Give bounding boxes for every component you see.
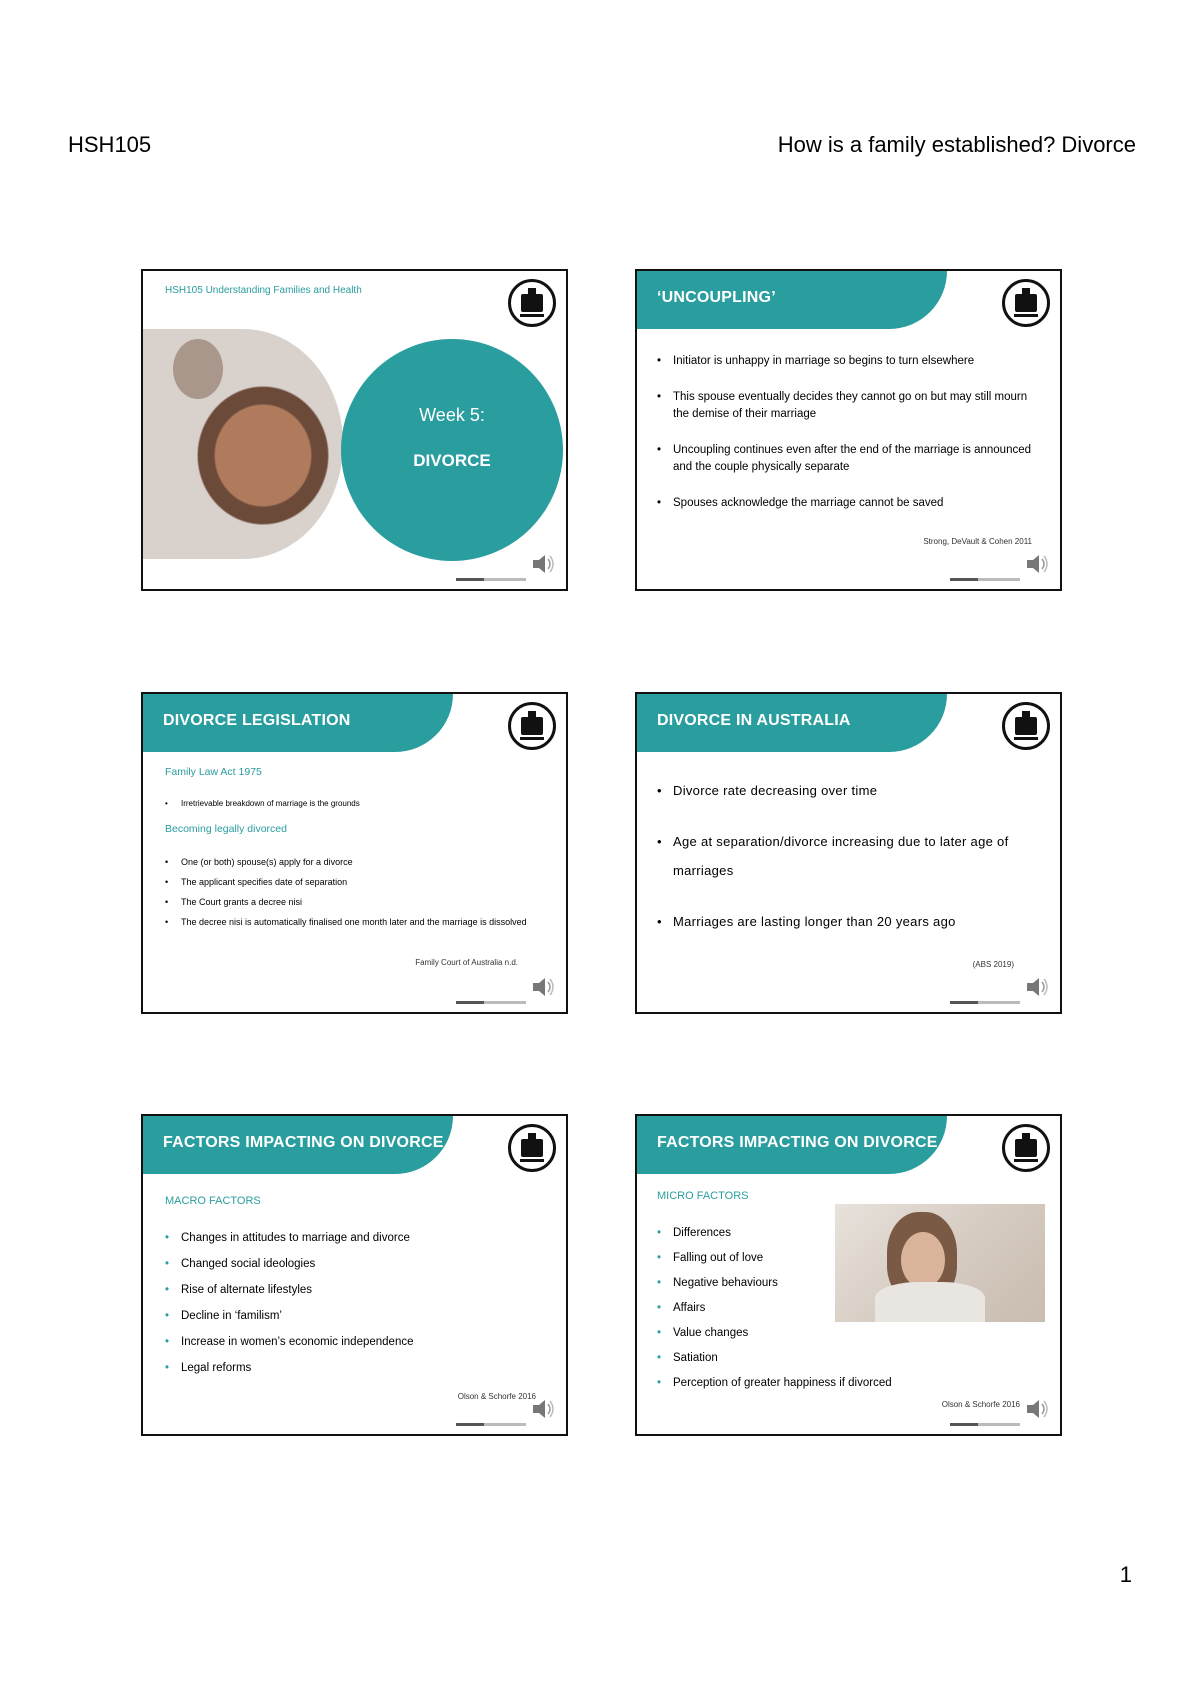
bullet-list [165, 856, 535, 929]
speaker-icon[interactable] [1024, 974, 1050, 1000]
bullet-list [657, 1226, 957, 1391]
slide-title: ‘UNCOUPLING’ [637, 271, 947, 329]
slide-4 [635, 692, 1062, 1014]
slide-footer [950, 1423, 1020, 1426]
list-item: • Changes in attitudes to marriage and divorce [165, 1230, 545, 1246]
bullet-list [165, 1230, 545, 1376]
list-item: • Rise of alternate lifestyles [165, 1282, 545, 1298]
page-number: 1 [1119, 1562, 1132, 1587]
list-item: • Decline in ‘familism’ [165, 1308, 545, 1324]
list-item: • Perception of greater happiness if divorced [657, 1376, 957, 1391]
slide-2 [635, 269, 1062, 591]
university-logo-icon [1002, 279, 1050, 327]
slide-title: FACTORS IMPACTING ON DIVORCE [143, 1116, 453, 1174]
week-label: Week 5: [419, 405, 485, 425]
list-item: • Legal reforms [165, 1360, 545, 1376]
week-circle [341, 339, 563, 561]
list-item: • Uncoupling continues even after the end of the marriage is announced and the couple physically separate [657, 442, 1037, 476]
speaker-icon[interactable] [530, 974, 556, 1000]
list-item: • This spouse eventually decides they cannot go on but may still mourn the demise of their marriage [657, 389, 1037, 423]
list-item: • Negative behaviours [657, 1276, 957, 1291]
list-item: • Changed social ideologies [165, 1256, 545, 1272]
university-logo-icon [1002, 702, 1050, 750]
speaker-icon[interactable] [530, 551, 556, 577]
list-item: • Falling out of love [657, 1251, 957, 1266]
bullet-list [657, 776, 1017, 936]
woman-photo [143, 329, 343, 559]
university-logo-icon [508, 279, 556, 327]
slide-footer [456, 1423, 526, 1426]
slide-course-title: HSH105 Understanding Families and Health [165, 285, 362, 296]
speaker-icon[interactable] [530, 1396, 556, 1422]
citation: Olson & Schorfe 2016 [457, 1392, 536, 1401]
list-item: • Differences [657, 1226, 957, 1241]
citation: Strong, DeVault & Cohen 2011 [923, 537, 1032, 546]
bullet-list [657, 353, 1037, 512]
university-logo-icon [508, 1124, 556, 1172]
list-item: • Spouses acknowledge the marriage cannot be saved [657, 495, 1037, 512]
list-item: • The applicant specifies date of separation [165, 876, 535, 889]
subheading: MACRO FACTORS [165, 1195, 261, 1207]
document-title: How is a family established? Divorce [777, 132, 1136, 157]
list-item: • Age at separation/divorce increasing due to later age of marriages [657, 827, 1017, 885]
list-item: • Satiation [657, 1351, 957, 1366]
list-item: • The decree nisi is automatically finalised one month later and the marriage is dissolved [165, 916, 535, 929]
list-item: • Value changes [657, 1326, 957, 1341]
citation: (ABS 2019) [972, 960, 1014, 969]
university-logo-icon [508, 702, 556, 750]
list-item: • Affairs [657, 1301, 957, 1316]
speaker-icon[interactable] [1024, 551, 1050, 577]
slide-footer [456, 1001, 526, 1004]
list-item: • Irretrievable breakdown of marriage is the grounds [165, 798, 535, 810]
slide-footer [456, 578, 526, 581]
citation: Olson & Schorfe 2016 [941, 1400, 1020, 1409]
slide-title: DIVORCE LEGISLATION [143, 694, 453, 752]
slide-footer [950, 1001, 1020, 1004]
list-item: • One (or both) spouse(s) apply for a divorce [165, 856, 535, 869]
slide-3 [141, 692, 568, 1014]
slide-title: FACTORS IMPACTING ON DIVORCE [637, 1116, 947, 1174]
course-code: HSH105 [68, 132, 152, 157]
slide-6 [635, 1114, 1062, 1436]
list-item: • Marriages are lasting longer than 20 years ago [657, 907, 1017, 936]
list-item: • Increase in women’s economic independence [165, 1334, 545, 1350]
bullet-list [165, 798, 535, 810]
speaker-icon[interactable] [1024, 1396, 1050, 1422]
slide-footer [950, 578, 1020, 581]
slide-title: DIVORCE IN AUSTRALIA [637, 694, 947, 752]
citation: Family Court of Australia n.d. [415, 958, 518, 967]
university-logo-icon [1002, 1124, 1050, 1172]
subheading: MICRO FACTORS [657, 1190, 749, 1202]
slide-5 [141, 1114, 568, 1436]
list-item: • The Court grants a decree nisi [165, 896, 535, 909]
subheading: Family Law Act 1975 [165, 766, 262, 778]
list-item: • Initiator is unhappy in marriage so begins to turn elsewhere [657, 353, 1037, 370]
list-item: • Divorce rate decreasing over time [657, 776, 1017, 805]
slide-1 [141, 269, 568, 591]
subheading: Becoming legally divorced [165, 823, 287, 835]
topic-label: DIVORCE [413, 451, 491, 470]
